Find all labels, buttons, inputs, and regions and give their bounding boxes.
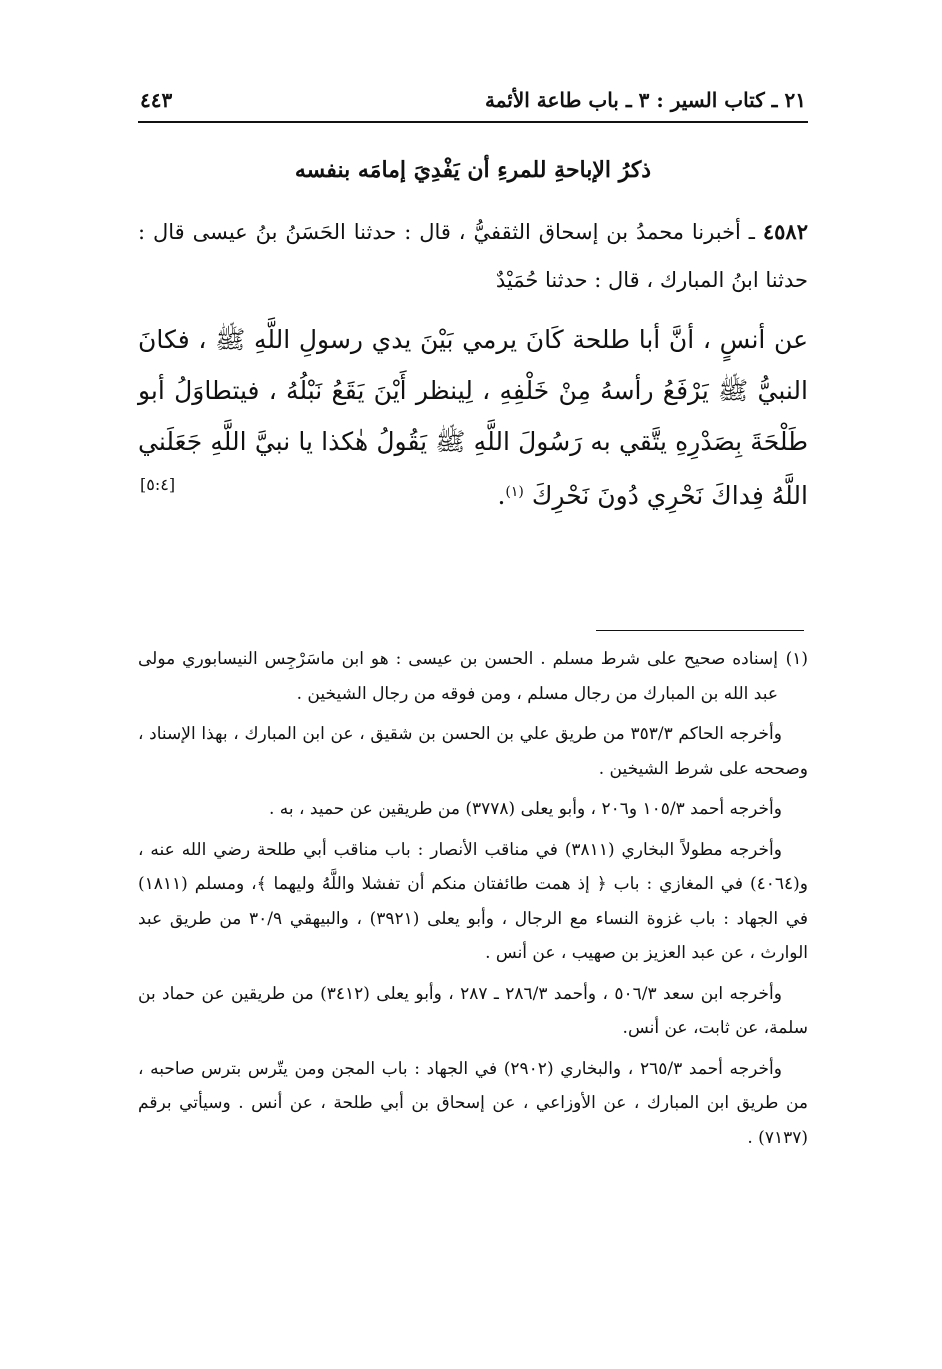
footnote-text: إسناده صحيح على شرط مسلم . الحسن بن عيسى : هو ابن ماسَرْجِس النيسابوري مولى عبد الله بن المبارك من رجال مسلم ، ومن فوقه من رجال الشيخين . — [138, 649, 778, 704]
footnotes — [138, 642, 808, 1161]
footnote-paragraph: وأخرجه ابن سعد ٥٠٦/٣ ، وأحمد ٢٨٦/٣ ـ ٢٨٧ ، وأبو يعلى (٣٤١٢) من طريقين عن حماد بن سلمة، عن ثابت، عن أنس. — [138, 983, 808, 1038]
footnote-paragraph: وأخرجه أحمد ٢٦٥/٣ ، والبخاري (٢٩٠٢) في الجهاد : باب المجن ومن يتّرس بترس صاحبه ، من طريق ابن المبارك ، عن الأوزاعي ، عن إسحاق بن أبي طلحة ، عن أنس . وسيأتي برقم (٧١٣٧) . — [138, 1058, 808, 1148]
footnote-paragraph: وأخرجه أحمد ١٠٥/٣ و٢٠٦ ، وأبو يعلى (٣٧٧٨) من طريقين عن حميد ، به . — [268, 799, 782, 819]
footnote-paragraph: وأخرجه الحاكم ٣٥٣/٣ من طريق علي بن الحسن بن شقيق ، عن ابن المبارك ، بهذا الإسناد ، وصححه على شرط الشيخين . — [138, 724, 808, 779]
matn-text: عن أنسٍ ، أنَّ أبا طلحة كَانَ يرمي بَيْنَ يدي رسولِ اللَّهِ ﷺ ، فكانَ النبيُّ ﷺ يَرْفَعُ رأسهُ مِنْ خَلْفِهِ ، لِينظر أَيْنَ يَقَعُ نَبْلُهُ ، فيتطاوَلُ أبو طَلْحَةَ بِصَدْرِهِ يتَّقي به رَسُولَ اللَّهِ ﷺ يَقُولُ هٰكذا يا نبيَّ اللَّهِ جَعَلَني اللَّهُ فِداكَ نَحْرِي دُونَ نَحْرِكَ — [138, 325, 808, 510]
footnote-ref-marker: (١) — [505, 484, 524, 500]
hadith-reference: [٥:٤] — [140, 475, 176, 494]
hadith-text — [138, 314, 808, 521]
footnote-marker: (١) — [785, 649, 808, 669]
page-number: ٤٤٣ — [140, 88, 173, 112]
footnote-paragraph — [138, 642, 808, 711]
matn-end: . — [497, 481, 506, 510]
section-heading: ذكرُ الإباحةِ للمرءِ أن يَفْدِيَ إمامَه بنفسه — [294, 157, 652, 183]
running-header-title: ٢١ ـ كتاب السير : ٣ ـ باب طاعة الأئمة — [484, 88, 806, 112]
hadith-number: ٤٥٨٢ — [762, 219, 808, 244]
header-rule — [138, 121, 808, 123]
footnote-paragraph: وأخرجه مطولاً البخاري (٣٨١١) في مناقب الأنصار : باب مناقب أبي طلحة رضي الله عنه ، و(٤٠٦٤) في المغازي : باب ﴿ إذ همت طائفتان منكم أن تفشلا واللَّهُ وليهما ﴾، ومسلم (١٨١١) في الجهاد : باب غزوة النساء مع الرجال ، وأبو يعلى (٣٩٢١) ، والبيهقي ٣٠/٩ من طريق عبد الوارث ، عن عبد العزيز بن صهيب ، عن أنس . — [138, 839, 809, 963]
footnote-rule — [596, 630, 804, 631]
hadith-isnad — [138, 208, 808, 304]
isnad-text: ـ أخبرنا محمدُ بن إسحاق الثقفيُّ ، قال : حدثنا الحَسَنُ بنُ عيسى قال : حدثنا ابنُ المبارك ، قال : حدثنا حُمَيْدٌ — [138, 220, 808, 292]
